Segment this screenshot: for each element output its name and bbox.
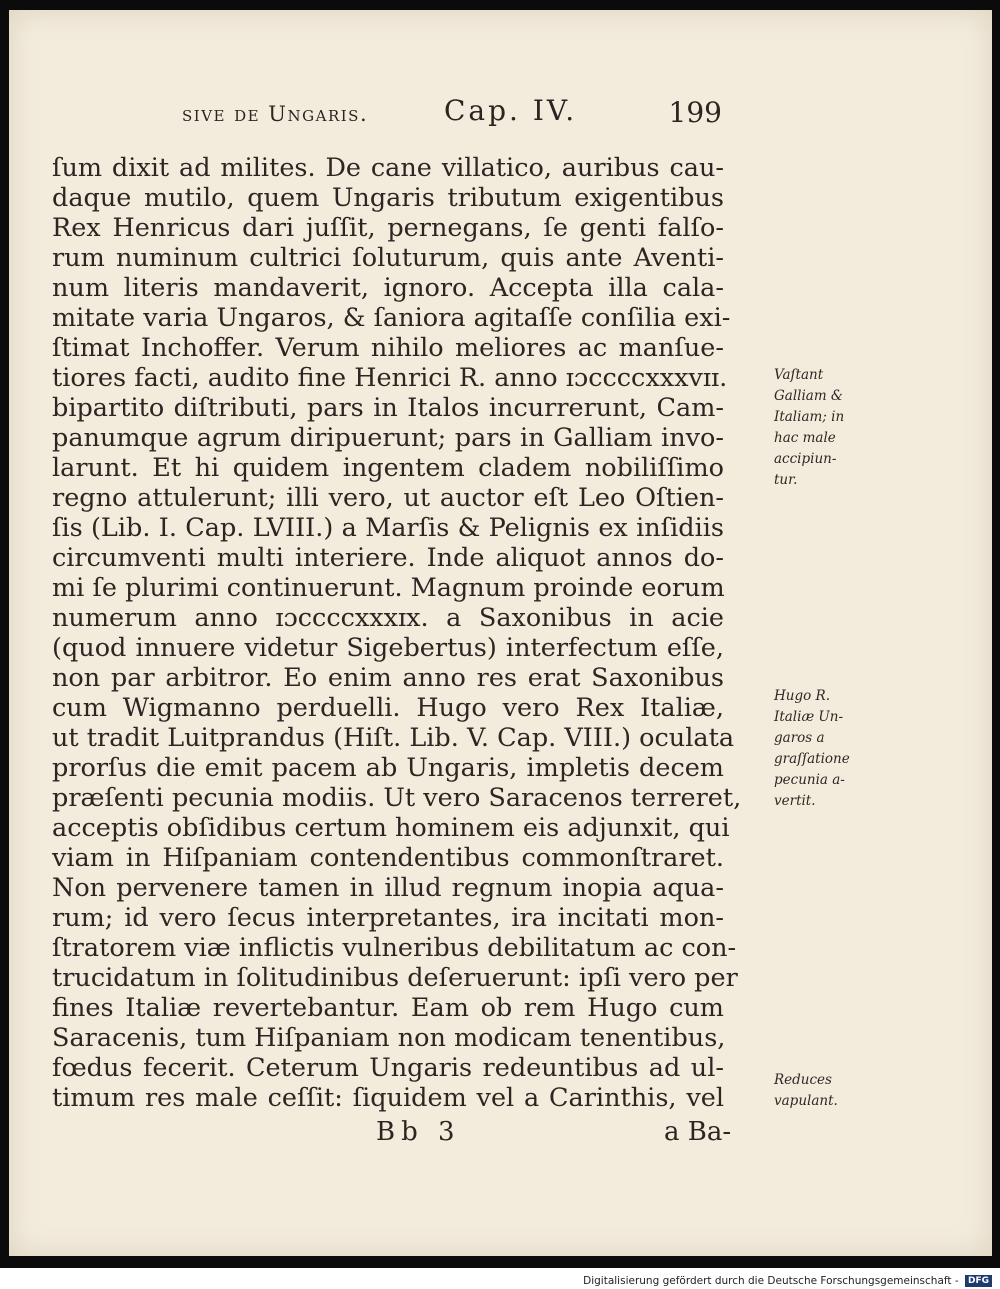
margin-note-line: pecunia a- [774,772,845,788]
catchword: a Ba- [664,1117,732,1147]
margin-note-line: vertit. [774,793,816,809]
text-line: circumventi multi interiere. Inde aliquot annos do- [52,543,724,573]
text-line: tiores facti, audito fine Henrici R. anno ɪɔccccxxxvɪɪ. [52,363,728,393]
text-line: ſum dixit ad milites. De cane villatico, auribus cau- [52,153,724,183]
margin-note-line: Galliam & [774,388,843,404]
text-line: num literis mandaverit, ignoro. Accepta illa cala- [52,273,724,303]
margin-note-hugo [774,686,874,812]
text-line: timum res male ceſſit: ſiquidem vel a Carinthis, vel [52,1083,724,1113]
text-line: fines Italiæ revertebantur. Eam ob rem Hugo cum [52,993,724,1023]
margin-note-line: Hugo R. [774,688,830,704]
text-line: panumque agrum diripuerunt; pars in Galliam invo- [52,423,724,453]
digitization-credit [583,1275,992,1287]
dfg-logo: DFG [965,1275,992,1287]
text-line: præſenti pecunia modiis. Ut vero Saracenos terreret, [52,783,742,813]
text-line: bipartito diſtributi, pars in Italos incurrerunt, Cam- [52,393,724,423]
margin-note-line: Vaſtant [774,367,824,383]
text-line: acceptis obſidibus certum hominem eis adjunxit, qui [52,813,730,843]
text-line: daque mutilo, quem Ungaris tributum exigentibus [52,183,724,213]
text-line: viam in Hiſpaniam contendentibus commonſtraret. [52,843,724,873]
text-line: Rex Henricus dari juſſit, pernegans, ſe genti falſo- [52,213,724,243]
margin-note-line: tur. [774,472,798,488]
text-line: mi ſe plurimi continuerunt. Magnum proinde eorum [52,573,725,603]
text-line: cum Wigmanno perduelli. Hugo vero Rex Italiæ, [52,693,724,723]
text-line: ſis (Lib. I. Cap. LVIII.) a Marſis & Pelignis ex inſidiis [52,513,724,543]
text-line: non par arbitror. Eo enim anno res erat Saxonibus [52,663,724,693]
text-line: rum; id vero ſecus interpretantes, ira incitati mon- [52,903,724,933]
running-head [182,92,722,132]
text-line: rum numinum cultrici ſoluturum, quis ante Aventi- [52,243,724,273]
text-line: ſtimat Inchoffer. Verum nihilo meliores ac manſue- [52,333,724,363]
signature-mark: Bb 3 [376,1117,461,1147]
margin-note-line: Italiam; in [774,409,845,425]
text-line: Saracenis, tum Hiſpaniam non modicam tenentibus, [52,1023,726,1053]
margin-note-reduces [774,1070,874,1112]
text-line: trucidatum in ſolitudinibus deſeruerunt: ipſi vero per [52,963,738,993]
running-head-chapter: Cap. IV. [444,94,578,127]
margin-note-line: Italiæ Un- [774,709,844,725]
text-line: ut tradit Luitprandus (Hiſt. Lib. V. Cap. VIII.) oculata [52,723,735,753]
margin-note-line: hac male [774,430,836,446]
text-line: mitate varia Ungaros, & ſaniora agitaſſe conſilia exi- [52,303,731,333]
margin-note-line: accipiun- [774,451,837,467]
margin-note-line: garos a [774,730,825,746]
margin-note-line: Reduces [774,1072,832,1088]
text-line: prorſus die emit pacem ab Ungaris, impletis decem [52,753,724,783]
text-line: ſtratorem viæ inflictis vulneribus debilitatum ac con- [52,933,737,963]
margin-note-line: graſſatione [774,751,850,767]
margin-note-vastant [774,365,874,491]
credit-text: Digitalisierung gefördert durch die Deutsche Forschungsgemeinschaft - [583,1275,959,1287]
text-line: numerum anno ɪɔccccxxxɪx. a Saxonibus in acie [52,603,724,633]
body-text [52,153,850,1113]
text-line: Non pervenere tamen in illud regnum inopia aqua- [52,873,724,903]
text-line: fœdus fecerit. Ceterum Ungaris redeuntibus ad ul- [52,1053,724,1083]
margin-note-line: vapulant. [774,1093,838,1109]
text-line: (quod innuere videtur Sigebertus) interfectum eſſe, [52,633,724,663]
running-head-title: sive de Ungaris. [182,102,369,126]
text-line: regno attulerunt; illi vero, ut auctor eſt Leo Oſtien- [52,483,724,513]
page-number: 199 [668,96,722,129]
text-line: larunt. Et hi quidem ingentem cladem nobiliſſimo [52,453,724,483]
